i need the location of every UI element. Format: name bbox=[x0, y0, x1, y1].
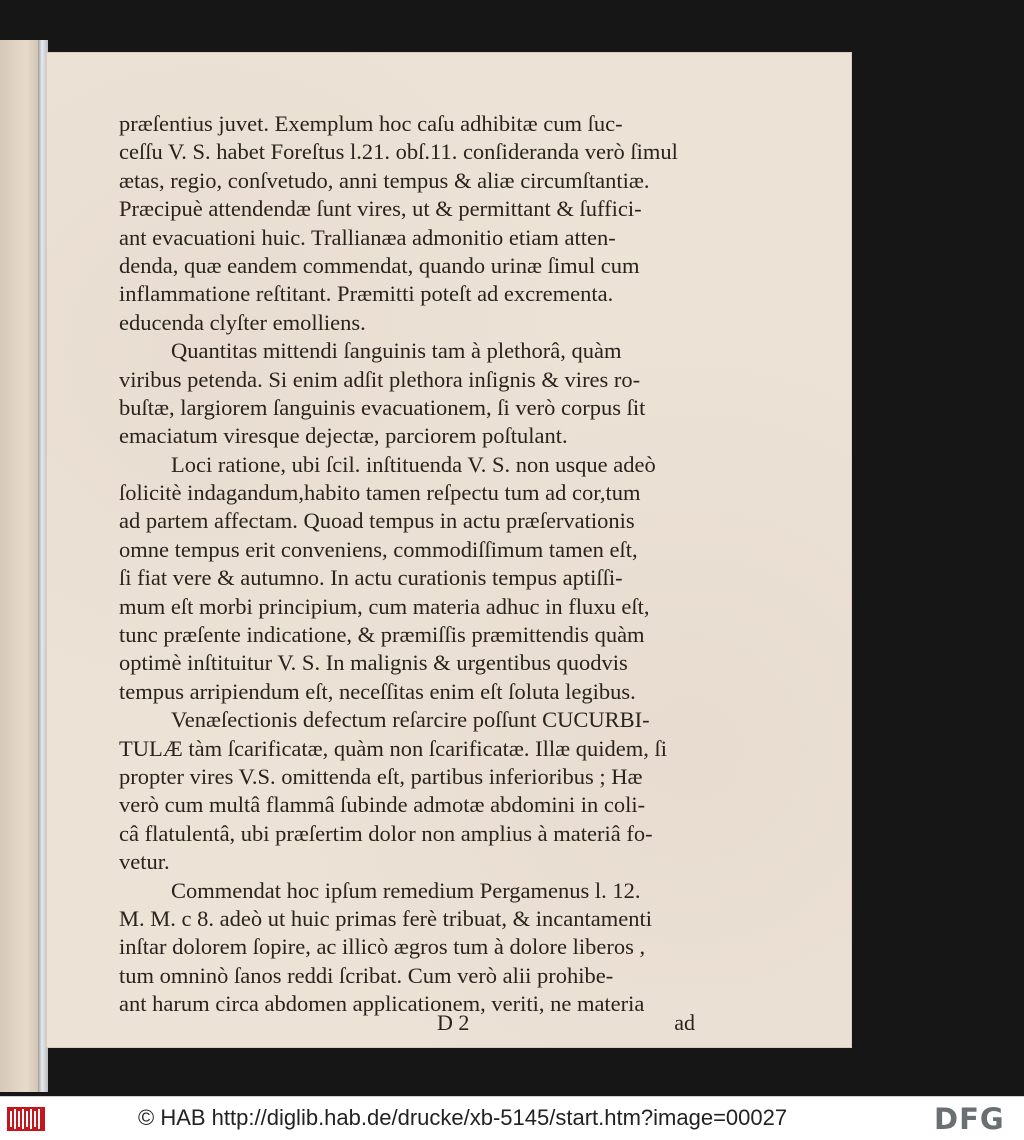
text-line: ad partem affectam. Quoad tempus in actu præſervationis bbox=[119, 508, 635, 534]
text-line: Venæſectionis defectum reſarcire poſſunt CUCURBI- bbox=[171, 707, 650, 733]
printer-signature: D 2 bbox=[437, 1010, 470, 1035]
text-line: vetur. bbox=[119, 849, 170, 875]
text-line: inflammatione reſtitant. Præmitti poteſt ad excrementa. bbox=[119, 281, 614, 307]
hab-library-logo-icon[interactable] bbox=[6, 1104, 46, 1134]
catchword: ad bbox=[674, 1010, 695, 1035]
text-line: ceſſu V. S. habet Foreſtus l.21. obſ.11. conſideranda verò ſimul bbox=[119, 139, 678, 165]
dfg-logo[interactable]: DFG bbox=[934, 1102, 1005, 1136]
text-line: optimè inſtituitur V. S. In malignis & urgentibus quodvis bbox=[119, 650, 628, 676]
text-line: câ flatulentâ, ubi præſertim dolor non amplius à materiâ fo- bbox=[119, 820, 653, 846]
page-text bbox=[119, 110, 695, 1019]
text-line: inſtar dolorem ſopire, ac illicò ægros tum à dolore liberos , bbox=[119, 934, 646, 960]
citation-link[interactable]: © HAB http://diglib.hab.de/drucke/xb-5145/start.htm?image=00027 bbox=[138, 1105, 788, 1130]
text-line: tum omninò ſanos reddi ſcribat. Cum verò alii prohibe- bbox=[119, 962, 614, 988]
text-line: ant harum circa abdomen applicationem, veriti, ne materia bbox=[119, 991, 645, 1017]
text-line: ant evacuationi huic. Trallianæa admonitio etiam atten- bbox=[119, 224, 616, 250]
text-line: denda, quæ eandem commendat, quando urinæ ſimul cum bbox=[119, 252, 640, 278]
text-line: Loci ratione, ubi ſcil. inſtituenda V. S. non usque adeò bbox=[171, 451, 656, 477]
text-line: viribus petenda. Si enim adſit plethora inſignis & vires ro- bbox=[119, 366, 641, 392]
page-footer-line bbox=[119, 1010, 695, 1038]
book-page bbox=[46, 52, 852, 1048]
text-line: omne tempus erit conveniens, commodiſſimum tamen eſt, bbox=[119, 536, 638, 562]
text-line: ætas, regio, conſvetudo, anni tempus & aliæ circumſtantiæ. bbox=[119, 167, 650, 193]
text-line: TULÆ tàm ſcarificatæ, quàm non ſcarificatæ. Illæ quidem, ſi bbox=[119, 735, 667, 761]
text-line: præſentius juvet. Exemplum hoc caſu adhibitæ cum ſuc- bbox=[119, 111, 623, 136]
text-line: tempus arripiendum eſt, neceſſitas enim eſt ſoluta legibus. bbox=[119, 678, 636, 704]
text-line: ſolicitè indagandum,habito tamen reſpectu tum ad cor,tum bbox=[119, 480, 641, 506]
text-line: emaciatum viresque dejectæ, parciorem poſtulant. bbox=[119, 423, 568, 449]
text-line: Præcipuè attendendæ ſunt vires, ut & permittant & ſuffici- bbox=[119, 196, 642, 222]
text-line: buſtæ, largiorem ſanguinis evacuationem, ſi verò corpus ſit bbox=[119, 394, 646, 420]
text-line: educenda clyſter emolliens. bbox=[119, 309, 366, 335]
text-line: M. M. c 8. adeò ut huic primas ferè tribuat, & incantamenti bbox=[119, 905, 652, 931]
viewer-footer bbox=[0, 1096, 1024, 1140]
text-line: Commendat hoc ipſum remedium Pergamenus l. 12. bbox=[171, 877, 641, 903]
text-line: Quantitas mittendi ſanguinis tam à plethorâ, quàm bbox=[171, 338, 622, 364]
text-line: tunc præſente indicatione, & præmiſſis præmittendis quàm bbox=[119, 622, 645, 648]
text-line: ſi fiat vere & autumno. In actu curationis tempus aptiſſi- bbox=[119, 565, 623, 591]
text-line: propter vires V.S. omittenda eſt, partibus inferioribus ; Hæ bbox=[119, 763, 643, 789]
text-line: mum eſt morbi principium, cum materia adhuc in fluxu eſt, bbox=[119, 593, 650, 619]
text-line: verò cum multâ flammâ ſubinde admotæ abdomini in coli- bbox=[119, 792, 646, 818]
